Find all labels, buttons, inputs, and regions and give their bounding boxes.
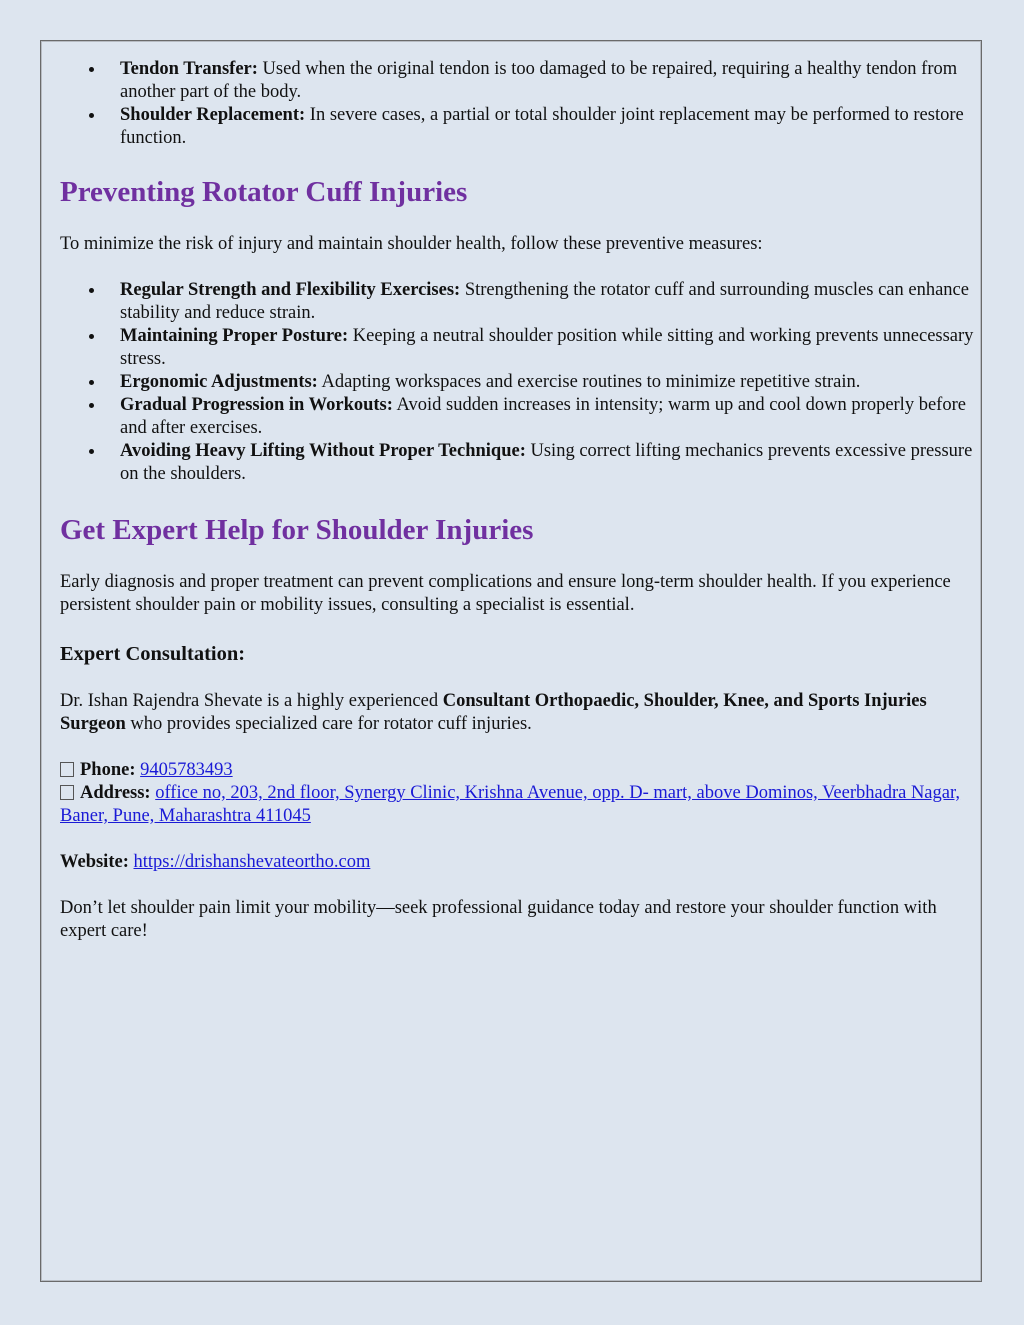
doctor-text-pre: Dr. Ishan Rajendra Shevate is a highly experienced <box>60 691 443 711</box>
phone-label: Phone: <box>80 760 136 780</box>
list-item-text: Used when the original tendon is too damaged to be repaired, requiring a healthy tendon from another part of the body. <box>120 59 958 102</box>
list-item-text: Strengthening the rotator cuff and surrounding muscles can enhance stability and reduce strain. <box>120 280 969 323</box>
list-item-label: Ergonomic Adjustments: <box>120 372 318 392</box>
contact-block <box>60 759 980 828</box>
phone-icon <box>60 762 74 777</box>
website-line <box>60 851 980 874</box>
address-link[interactable]: office no, 203, 2nd floor, Synergy Clinic, Krishna Avenue, opp. D- mart, above Dominos, Veerbhadra Nagar, Baner, Pune, Maharashtra 411045 <box>60 783 961 826</box>
list-item-text: Adapting workspaces and exercise routines to minimize repetitive strain. <box>317 372 861 392</box>
list-item-text: In severe cases, a partial or total shoulder joint replacement may be performed to restore function. <box>120 105 964 148</box>
website-label: Website: <box>60 852 129 872</box>
website-link[interactable]: https://drishanshevateortho.com <box>133 852 371 872</box>
list-item-label: Maintaining Proper Posture: <box>120 326 349 346</box>
prevention-list <box>60 279 980 486</box>
section-heading-prevent: Preventing Rotator Cuff Injuries <box>60 176 468 208</box>
closing-paragraph: Don’t let shoulder pain limit your mobility—seek professional guidance today and restore your shoulder function with expert care! <box>60 898 937 941</box>
doctor-title: Consultant Orthopaedic, Shoulder, Knee, and Sports Injuries Surgeon <box>60 691 927 734</box>
list-item <box>120 371 980 394</box>
list-item <box>120 440 980 486</box>
list-item <box>120 58 980 104</box>
doctor-text-post: who provides specialized care for rotator cuff injuries. <box>125 714 532 734</box>
phone-link[interactable]: 9405783493 <box>140 760 233 780</box>
list-item-label: Shoulder Replacement: <box>120 105 306 125</box>
expert-consultation-heading: Expert Consultation: <box>60 643 246 665</box>
list-item <box>120 104 980 150</box>
address-label: Address: <box>80 783 151 803</box>
list-item-text: Using correct lifting mechanics prevents excessive pressure on the shoulders. <box>120 441 973 484</box>
doctor-description <box>60 690 980 736</box>
list-item-text: Keeping a neutral shoulder position while sitting and working prevents unnecessary stress. <box>120 326 974 369</box>
list-item <box>120 325 980 371</box>
list-item <box>120 394 980 440</box>
expert-intro: Early diagnosis and proper treatment can prevent complications and ensure long-term shoulder health. If you experience persistent shoulder pain or mobility issues, consulting a specialist is essential. <box>60 572 951 615</box>
section-heading-expert: Get Expert Help for Shoulder Injuries <box>60 514 534 546</box>
prevent-intro: To minimize the risk of injury and maintain shoulder health, follow these preventive measures: <box>60 234 763 254</box>
list-item-text: Avoid sudden increases in intensity; warm up and cool down properly before and after exercises. <box>120 395 966 438</box>
list-item <box>120 279 980 325</box>
list-item-label: Gradual Progression in Workouts: <box>120 395 393 415</box>
treatment-list <box>60 58 980 150</box>
document-content <box>60 58 980 943</box>
list-item-label: Tendon Transfer: <box>120 59 258 79</box>
list-item-label: Avoiding Heavy Lifting Without Proper Technique: <box>120 441 526 461</box>
address-icon <box>60 785 74 800</box>
list-item-label: Regular Strength and Flexibility Exercises: <box>120 280 461 300</box>
